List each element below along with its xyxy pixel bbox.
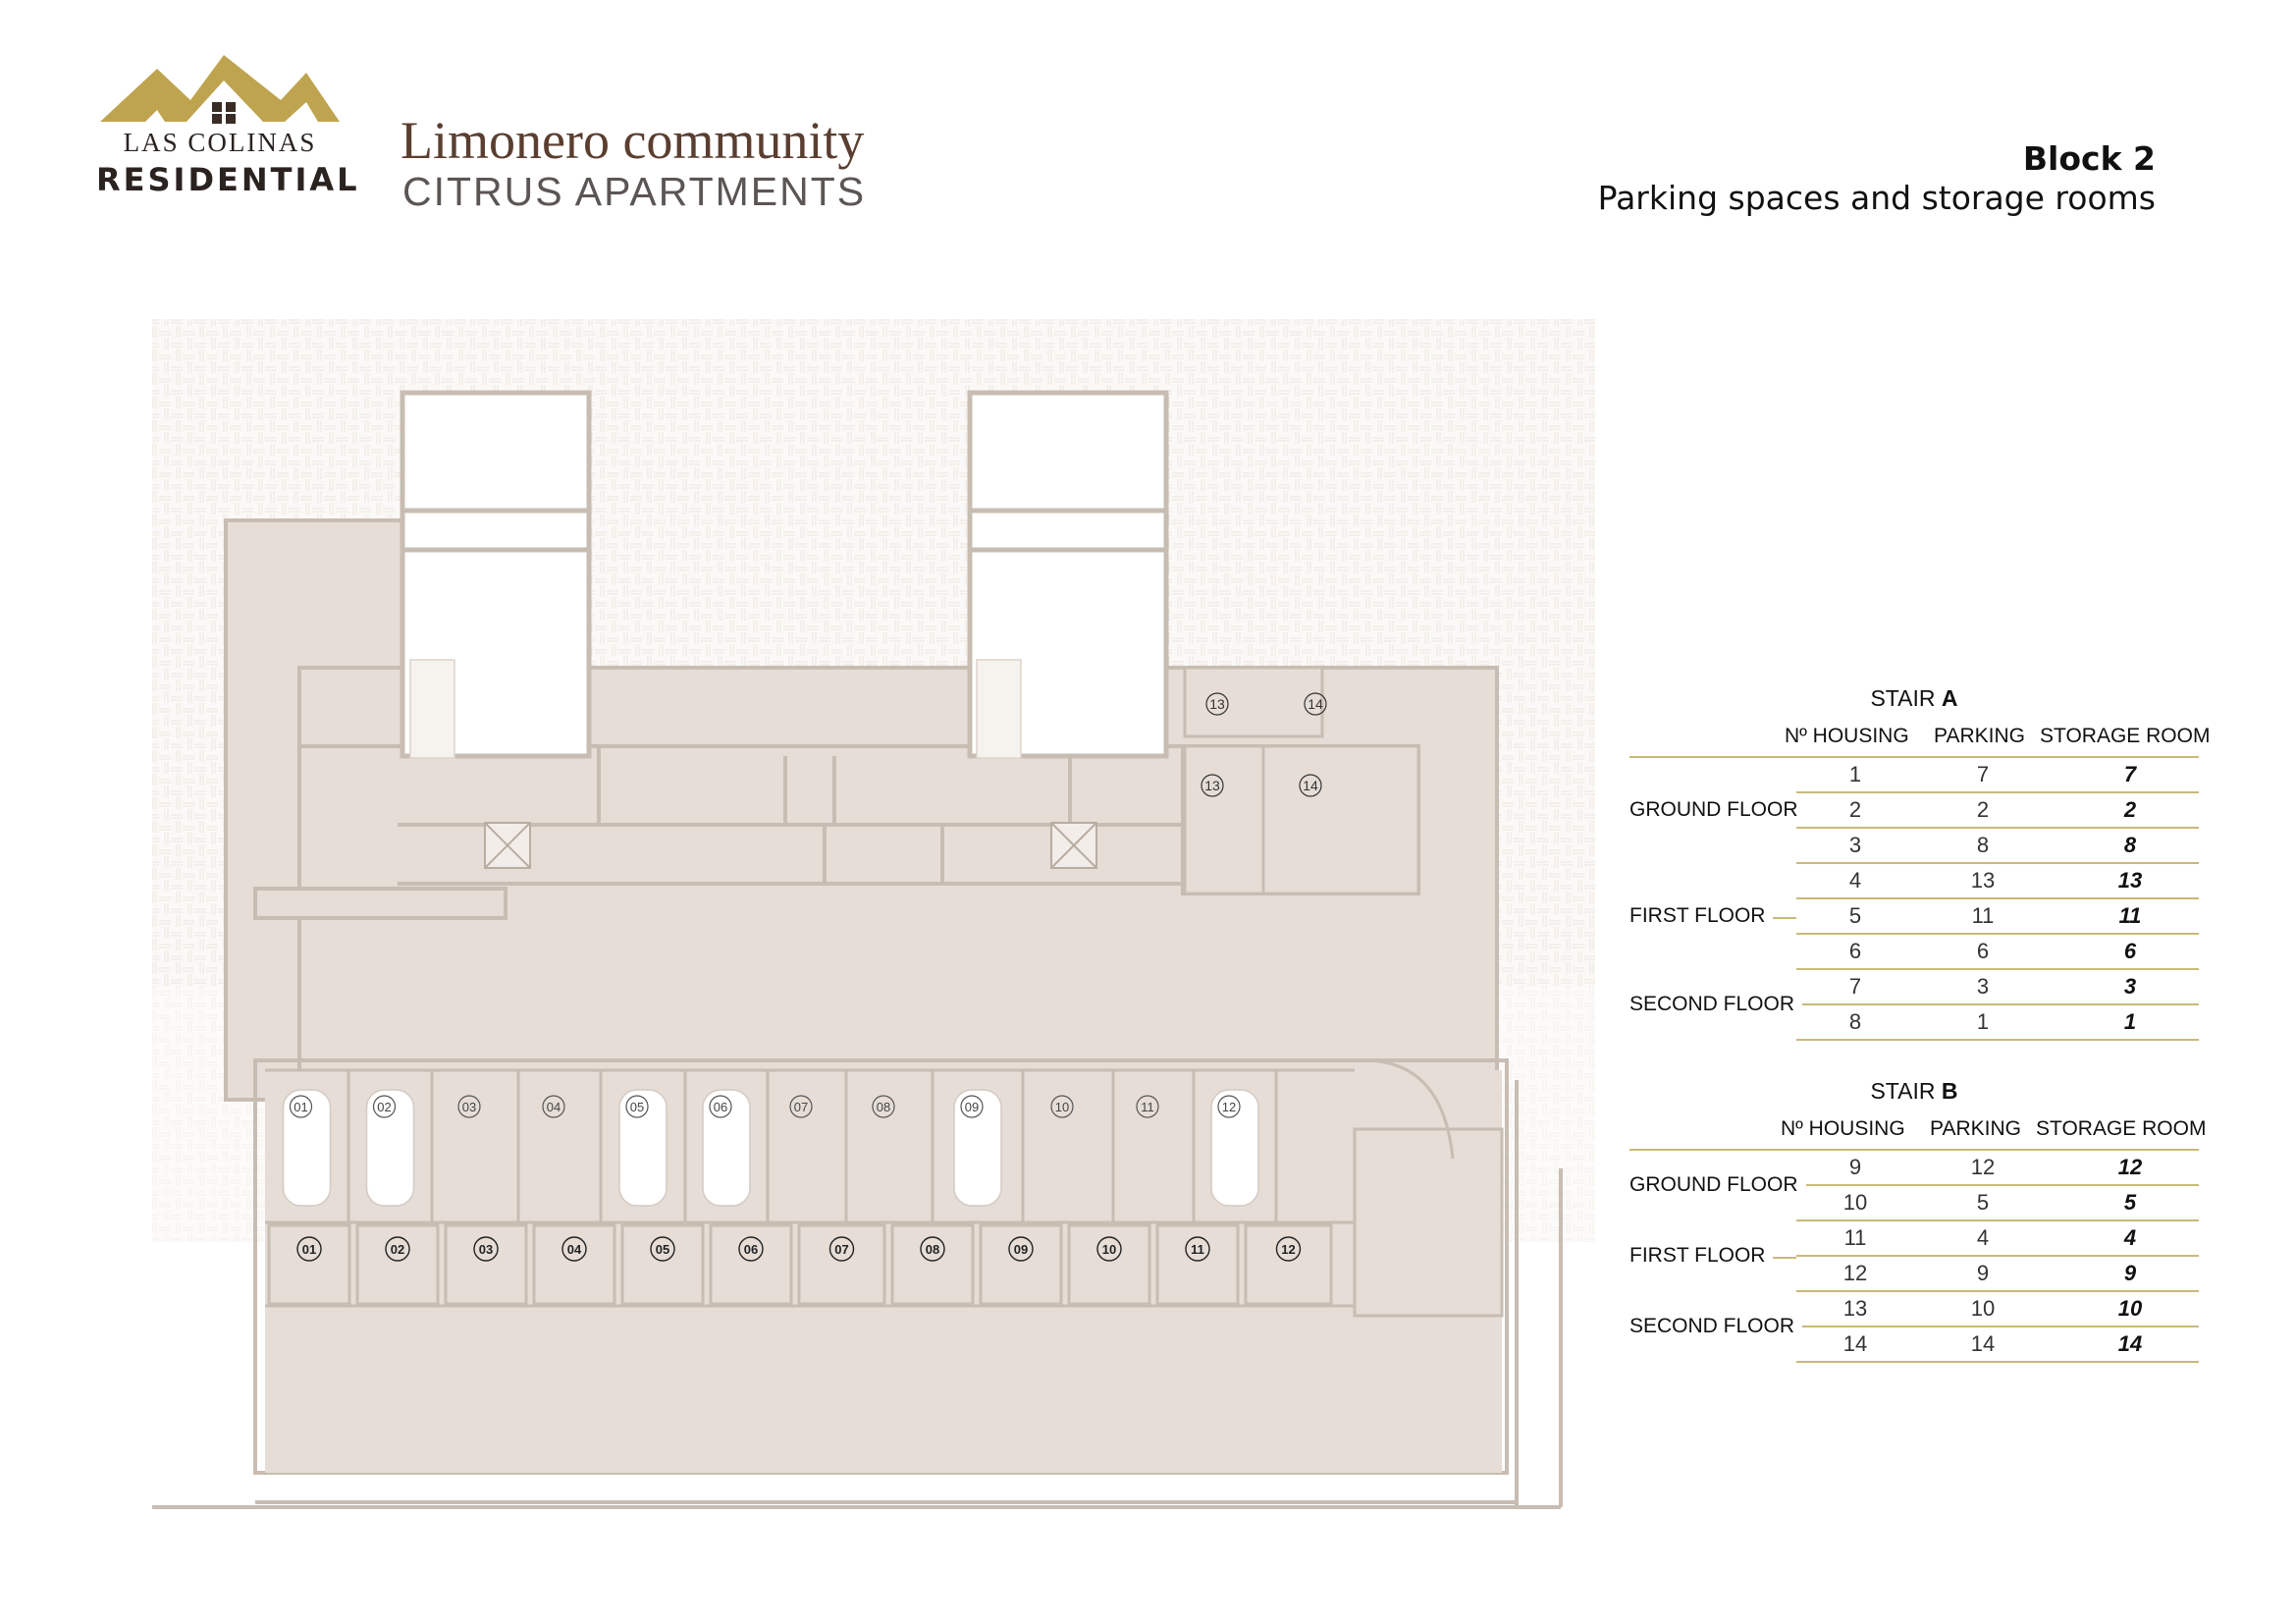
storage-label-13a: 13 xyxy=(1209,696,1225,712)
project-subtitle: CITRUS APARTMENTS xyxy=(402,169,867,214)
table-row xyxy=(1796,935,2199,970)
housing-cell: 9 xyxy=(1848,1155,1862,1179)
storage-room-03 xyxy=(446,1225,526,1304)
floor-plan xyxy=(147,314,1600,1522)
logo-text-las-colinas: LAS COLINAS xyxy=(123,128,317,157)
storage-cell: 2 xyxy=(2123,797,2137,822)
storage-label-03: 03 xyxy=(478,1242,494,1257)
project-title: Limonero community xyxy=(400,111,865,170)
storage-cell: 1 xyxy=(2123,1009,2137,1034)
storage-cell: 6 xyxy=(2123,939,2137,963)
parking-label-02: 02 xyxy=(377,1100,392,1114)
storage-room-08 xyxy=(892,1225,973,1304)
col-housing: Nº HOUSING xyxy=(1781,1117,1905,1140)
table-row xyxy=(1796,1292,2199,1327)
floor-label: GROUND FLOOR xyxy=(1629,798,1806,822)
storage-label-14b: 14 xyxy=(1303,778,1318,793)
storage-cell: 9 xyxy=(2123,1261,2137,1285)
storage-label-05: 05 xyxy=(655,1242,670,1257)
table-row xyxy=(1796,1151,2199,1186)
storage-room-02 xyxy=(357,1225,438,1304)
housing-cell: 12 xyxy=(1842,1261,1868,1285)
stair-a-table xyxy=(1629,685,2211,1039)
storage-room-06 xyxy=(711,1225,791,1304)
housing-cell: 2 xyxy=(1848,797,1862,822)
storage-label-12: 12 xyxy=(1281,1242,1296,1257)
housing-cell: 8 xyxy=(1848,1009,1862,1034)
storage-room-09 xyxy=(981,1225,1061,1304)
parking-cell: 4 xyxy=(1976,1225,1990,1250)
parking-cell: 10 xyxy=(1970,1296,1996,1321)
parking-cell: 12 xyxy=(1970,1155,1996,1179)
storage-room-11 xyxy=(1157,1225,1238,1304)
table-row xyxy=(1796,829,2199,864)
storage-room-12 xyxy=(1246,1225,1331,1304)
storage-row xyxy=(269,1225,1331,1304)
storage-cell: 11 xyxy=(2118,903,2142,928)
col-parking: PARKING xyxy=(1930,1117,2021,1140)
housing-cell: 5 xyxy=(1848,903,1862,928)
elevator-a xyxy=(485,823,530,868)
parking-cell: 7 xyxy=(1976,762,1990,786)
table-row xyxy=(1796,1186,2199,1221)
floor-label: SECOND FLOOR xyxy=(1629,1315,1802,1338)
parking-label-01: 01 xyxy=(294,1100,308,1114)
table-row xyxy=(1796,864,2199,899)
storage-cell: 13 xyxy=(2117,868,2143,893)
floor-label: FIRST FLOOR xyxy=(1629,904,1773,928)
parking-cell: 2 xyxy=(1976,797,1990,822)
stair-b-table xyxy=(1629,1078,2207,1392)
storage-label-08: 08 xyxy=(925,1242,940,1257)
storage-cell: 14 xyxy=(2117,1331,2143,1356)
storage-cell: 3 xyxy=(2123,974,2137,999)
col-storage: STORAGE ROOM xyxy=(2040,725,2211,747)
storage-cell: 5 xyxy=(2123,1190,2137,1215)
storage-label-13b: 13 xyxy=(1204,778,1220,793)
storage-label-11: 11 xyxy=(1191,1242,1204,1257)
storage-cell: 10 xyxy=(2117,1296,2143,1321)
storage-room-05 xyxy=(622,1225,703,1304)
storage-cell: 4 xyxy=(2123,1225,2137,1250)
housing-cell: 14 xyxy=(1842,1331,1868,1356)
housing-cell: 11 xyxy=(1843,1225,1867,1250)
storage-cell: 12 xyxy=(2117,1155,2143,1179)
storage-room-01 xyxy=(269,1225,349,1304)
housing-cell: 1 xyxy=(1848,762,1862,786)
parking-label-11: 11 xyxy=(1141,1100,1154,1114)
block-subtitle: Parking spaces and storage rooms xyxy=(1597,179,2156,217)
storage-room-07 xyxy=(799,1225,884,1304)
table-row xyxy=(1796,758,2199,793)
storage-label-04: 04 xyxy=(566,1242,582,1257)
parking-label-06: 06 xyxy=(713,1100,728,1114)
stair-b-title: STAIR B xyxy=(1870,1078,1958,1104)
housing-cell: 10 xyxy=(1842,1190,1868,1215)
col-housing: Nº HOUSING xyxy=(1785,725,1909,747)
table-row xyxy=(1796,1221,2199,1257)
housing-cell: 4 xyxy=(1848,868,1862,893)
table-row xyxy=(1796,793,2199,829)
housing-cell: 6 xyxy=(1848,939,1862,963)
parking-label-05: 05 xyxy=(629,1100,645,1114)
storage-label-06: 06 xyxy=(743,1242,759,1257)
parking-cell: 1 xyxy=(1976,1009,1990,1034)
logo-text-residential: RESIDENTIAL xyxy=(96,161,360,198)
parking-label-04: 04 xyxy=(546,1100,561,1114)
block-title: Block 2 xyxy=(2022,139,2156,178)
storage-room-04 xyxy=(534,1225,614,1304)
parking-label-09: 09 xyxy=(964,1100,980,1114)
parking-cell: 11 xyxy=(1971,903,1995,928)
parking-label-08: 08 xyxy=(876,1100,891,1114)
housing-cell: 7 xyxy=(1848,974,1862,999)
storage-cell: 7 xyxy=(2123,762,2137,786)
storage-cell: 8 xyxy=(2123,833,2137,857)
parking-cell: 5 xyxy=(1976,1190,1990,1215)
stair-a-title: STAIR A xyxy=(1870,685,1958,711)
parking-cell: 14 xyxy=(1970,1331,1996,1356)
storage-label-07: 07 xyxy=(834,1242,849,1257)
parking-label-12: 12 xyxy=(1221,1100,1237,1114)
storage-label-14a: 14 xyxy=(1308,696,1323,712)
storage-label-10: 10 xyxy=(1101,1242,1117,1257)
table-row xyxy=(1796,1005,2199,1041)
roof-logo-icon xyxy=(96,51,344,130)
col-storage: STORAGE ROOM xyxy=(2036,1117,2207,1140)
floor-label: FIRST FLOOR xyxy=(1629,1244,1773,1268)
table-row xyxy=(1796,1327,2199,1363)
storage-label-02: 02 xyxy=(390,1242,405,1257)
col-parking: PARKING xyxy=(1934,725,2025,747)
parking-cell: 8 xyxy=(1976,833,1990,857)
parking-label-07: 07 xyxy=(793,1100,809,1114)
housing-cell: 13 xyxy=(1842,1296,1868,1321)
table-row xyxy=(1796,970,2199,1005)
storage-label-09: 09 xyxy=(1013,1242,1029,1257)
table-row xyxy=(1796,1257,2199,1292)
parking-cell: 13 xyxy=(1970,868,1996,893)
brand-logo xyxy=(96,51,360,208)
parking-cell: 6 xyxy=(1976,939,1990,963)
floor-label: SECOND FLOOR xyxy=(1629,993,1802,1016)
elevator-b xyxy=(1051,823,1096,868)
parking-cell: 3 xyxy=(1976,974,1990,999)
parking-label-03: 03 xyxy=(461,1100,477,1114)
housing-cell: 3 xyxy=(1848,833,1862,857)
parking-label-10: 10 xyxy=(1054,1100,1070,1114)
storage-room-10 xyxy=(1069,1225,1149,1304)
parking-cell: 9 xyxy=(1976,1261,1990,1285)
floor-label: GROUND FLOOR xyxy=(1629,1173,1806,1197)
storage-label-01: 01 xyxy=(301,1242,317,1257)
table-row xyxy=(1796,899,2199,935)
